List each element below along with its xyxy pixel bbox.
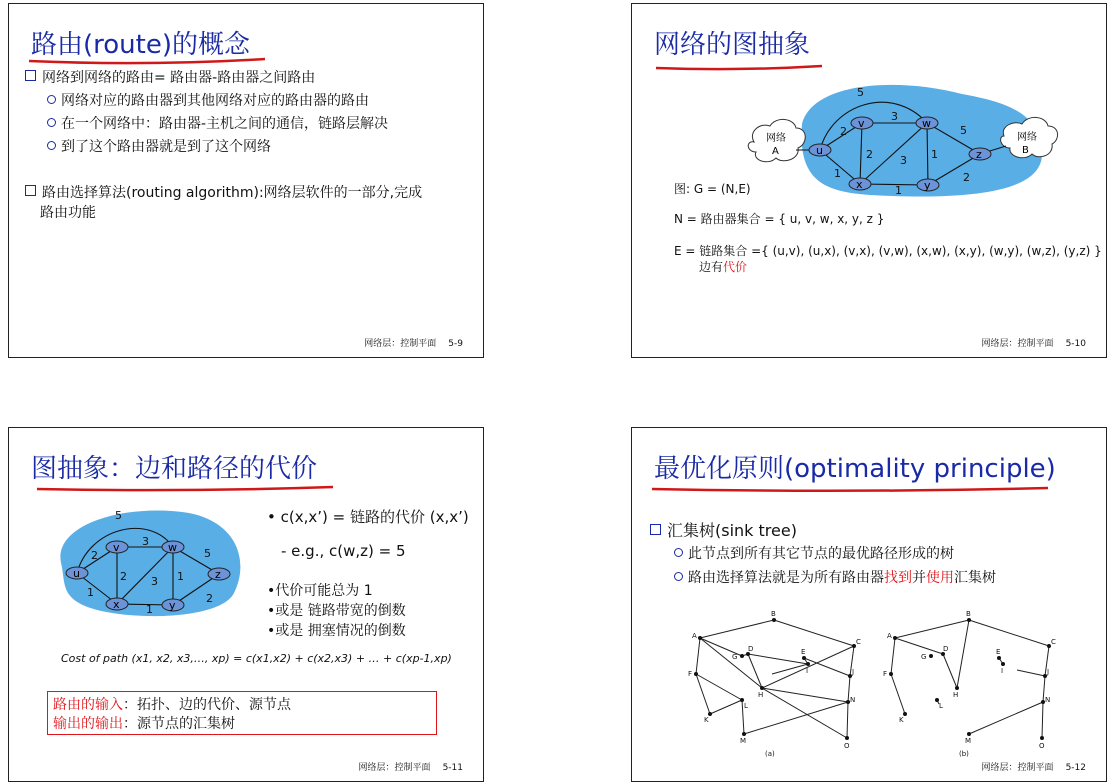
- slide-5-12: [631, 427, 1107, 782]
- routing-input: 路由的输入：拓扑、边的代价、源节点: [53, 697, 291, 713]
- weight-uv: 2: [840, 125, 847, 138]
- weight-ux: 1: [87, 586, 94, 599]
- weight-vx: 2: [866, 148, 873, 161]
- svg-text:x: x: [856, 178, 863, 191]
- svg-text:u: u: [816, 144, 823, 157]
- svg-text:G: G: [921, 653, 927, 661]
- svg-text:M: M: [965, 737, 972, 745]
- cost-note: •或是 链路带宽的倒数: [267, 603, 406, 619]
- title-underline: [27, 56, 267, 66]
- weight-wy: 1: [177, 570, 184, 583]
- svg-text:O: O: [1039, 742, 1045, 750]
- svg-text:I: I: [1001, 667, 1004, 675]
- weight-wz: 5: [204, 547, 211, 560]
- cloud-b-sub: B: [1022, 145, 1029, 156]
- weight-vx: 2: [120, 570, 127, 583]
- node-set: N = 路由器集合 = { u, v, w, x, y, z }: [674, 212, 885, 226]
- bullet-continuation: 路由功能: [40, 205, 96, 221]
- figure-caption-b: (b): [959, 750, 969, 758]
- figure-caption-a: (a): [765, 750, 775, 758]
- svg-text:G: G: [732, 653, 738, 661]
- svg-text:K: K: [899, 716, 904, 724]
- weight-uw: 5: [115, 509, 122, 522]
- svg-text:I: I: [806, 667, 809, 675]
- sub-bullet: 路由选择算法就是为所有路由器找到并使用汇集树: [674, 568, 996, 588]
- svg-text:E: E: [996, 648, 1001, 656]
- svg-text:v: v: [113, 541, 120, 554]
- slide-5-10: [631, 3, 1107, 358]
- weight-ux: 1: [834, 167, 841, 180]
- svg-text:H: H: [953, 691, 959, 699]
- graph-definition: 图: G = (N,E): [674, 182, 751, 196]
- sub-bullet: 在一个网络中：路由器-主机之间的通信，链路层解决: [47, 114, 388, 134]
- weight-wz: 5: [960, 124, 967, 137]
- weight-xw: 3: [900, 154, 907, 167]
- svg-text:v: v: [858, 117, 865, 130]
- svg-text:F: F: [883, 670, 888, 678]
- cost-note: •或是 拥塞情况的倒数: [267, 623, 406, 639]
- slide-footer: 网络层：控制平面 5-9: [364, 339, 463, 349]
- svg-text:N: N: [850, 696, 856, 704]
- svg-text:F: F: [688, 670, 693, 678]
- cloud-a-sub: A: [772, 146, 779, 157]
- svg-text:A: A: [692, 632, 697, 640]
- svg-text:D: D: [748, 645, 754, 653]
- network-cloud: [60, 510, 240, 616]
- subnet-figure-a: [682, 608, 872, 753]
- slide-5-11: [8, 427, 484, 782]
- svg-text:O: O: [844, 742, 850, 750]
- weight-wy: 1: [931, 148, 938, 161]
- svg-text:C: C: [1051, 638, 1056, 646]
- cost-graph: [49, 503, 249, 623]
- svg-text:B: B: [771, 610, 776, 618]
- svg-text:E: E: [801, 648, 806, 656]
- svg-text:w: w: [922, 117, 931, 130]
- weight-uw: 5: [857, 86, 864, 99]
- svg-text:J: J: [852, 668, 855, 676]
- bullet: 汇集树(sink tree): [650, 521, 797, 541]
- weight-yz: 2: [963, 171, 970, 184]
- svg-text:z: z: [976, 148, 982, 161]
- svg-text:y: y: [924, 179, 931, 192]
- subnet-figure-b: [877, 608, 1067, 753]
- svg-text:B: B: [966, 610, 971, 618]
- svg-text:J: J: [1047, 668, 1050, 676]
- sub-bullet: 网络对应的路由器到其他网络对应的路由器的路由: [47, 91, 369, 111]
- svg-text:L: L: [744, 702, 748, 710]
- slide-5-9: [8, 3, 484, 358]
- svg-text:K: K: [704, 716, 709, 724]
- weight-uv: 2: [91, 549, 98, 562]
- weight-vw: 3: [142, 535, 149, 548]
- svg-text:y: y: [169, 599, 176, 612]
- slide-footer: 网络层：控制平面 5-11: [358, 763, 463, 773]
- slide-title: 网络的图抽象: [654, 30, 811, 60]
- network-graph: [742, 74, 1062, 204]
- cost-note: •代价可能总为 1: [267, 583, 373, 599]
- svg-text:L: L: [939, 702, 943, 710]
- cloud-a-label: 网络: [766, 133, 786, 144]
- routing-output: 输出的输出：源节点的汇集树: [53, 716, 235, 732]
- title-underline: [654, 62, 824, 72]
- bullet: 网络到网络的路由= 路由器-路由器之间路由: [25, 68, 315, 88]
- title-underline: [650, 484, 1050, 494]
- title-underline: [35, 483, 335, 493]
- cloud-b-label: 网络: [1017, 132, 1037, 143]
- svg-text:x: x: [113, 598, 120, 611]
- svg-text:A: A: [887, 632, 892, 640]
- svg-text:M: M: [740, 737, 747, 745]
- svg-text:H: H: [758, 691, 764, 699]
- bullet: 路由选择算法(routing algorithm):网络层软件的一部分,完成: [25, 183, 422, 203]
- svg-text:u: u: [73, 567, 80, 580]
- svg-text:z: z: [215, 568, 221, 581]
- svg-text:C: C: [856, 638, 861, 646]
- sub-bullet: 此节点到所有其它节点的最优路径形成的树: [674, 544, 954, 564]
- weight-yz: 2: [206, 592, 213, 605]
- weight-xy: 1: [146, 603, 153, 616]
- weight-xw: 3: [151, 575, 158, 588]
- sub-bullet: 到了这个路由器就是到了这个网络: [47, 137, 271, 157]
- path-cost-formula: Cost of path (x1, x2, x3,…, xp) = c(x1,x2) + c(x2,x3) + … + c(xp-1,xp): [61, 652, 452, 665]
- weight-vw: 3: [891, 110, 898, 123]
- weight-xy: 1: [895, 184, 902, 197]
- slide-title: 路由(route)的概念: [31, 30, 250, 60]
- cost-example: - e.g., c(w,z) = 5: [281, 542, 406, 560]
- slide-footer: 网络层：控制平面 5-10: [981, 339, 1086, 349]
- edge-set: E = 链路集合 ={ (u,v), (u,x), (v,x), (v,w), (x,w), (x,y), (w,y), (w,z), (y,z) }: [674, 244, 1102, 258]
- slide-title: 图抽象：边和路径的代价: [31, 454, 318, 484]
- slide-footer: 网络层：控制平面 5-12: [981, 763, 1086, 773]
- svg-text:D: D: [943, 645, 949, 653]
- svg-text:N: N: [1045, 696, 1051, 704]
- svg-text:w: w: [168, 541, 177, 554]
- edge-cost-note: 边有代价: [699, 260, 748, 274]
- slide-title: 最优化原则(optimality principle): [654, 454, 1056, 484]
- cost-definition: • c(x,x’) = 链路的代价 (x,x’): [267, 508, 469, 526]
